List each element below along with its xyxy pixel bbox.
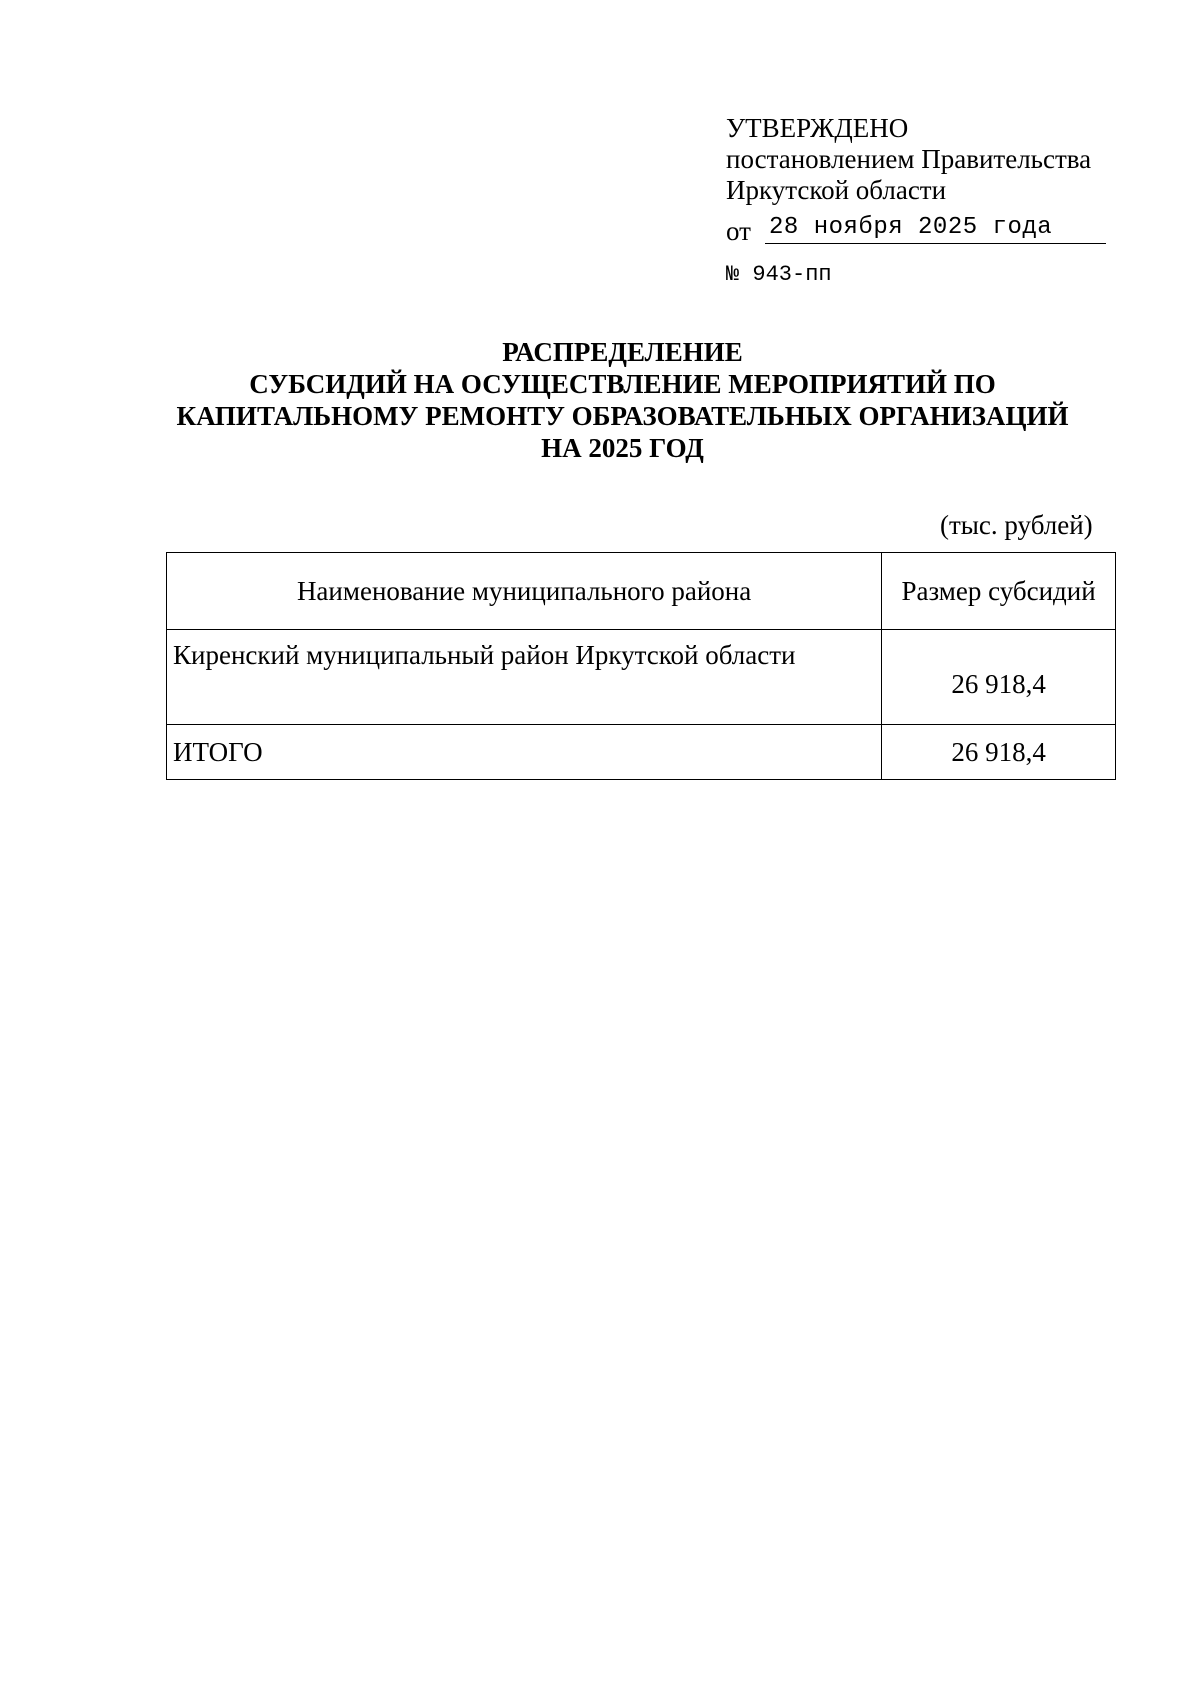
document-number: № 943-пп (726, 262, 832, 287)
approval-block (726, 113, 1116, 244)
date-underline (765, 243, 1106, 244)
total-amount-cell: 26 918,4 (882, 725, 1116, 780)
table-header-row (167, 553, 1116, 630)
total-label-cell: ИТОГО (167, 725, 882, 780)
column-header-amount: Размер субсидий (882, 553, 1116, 630)
subsidy-amount-cell: 26 918,4 (882, 630, 1116, 725)
document-title (140, 336, 1105, 464)
approval-region: Иркутской области (726, 175, 947, 205)
column-header-district: Наименование муниципального района (167, 553, 882, 630)
approval-date: 28 ноября 2025 года (769, 214, 1053, 241)
subsidies-table (166, 552, 1116, 780)
title-line-2: СУБСИДИЙ НА ОСУЩЕСТВЛЕНИЕ МЕРОПРИЯТИЙ ПО (249, 369, 996, 399)
table-total-row (167, 725, 1116, 780)
table-row (167, 630, 1116, 725)
title-line-3: КАПИТАЛЬНОМУ РЕМОНТУ ОБРАЗОВАТЕЛЬНЫХ ОРГАНИЗАЦИЙ (176, 401, 1069, 431)
units-label: (тыс. рублей) (940, 510, 1093, 540)
approval-date-line (726, 208, 1116, 244)
district-name-cell: Киренский муниципальный район Иркутской области (167, 630, 882, 725)
title-line-1: РАСПРЕДЕЛЕНИЕ (502, 337, 743, 367)
approval-status: УТВЕРЖДЕНО (726, 113, 909, 143)
title-line-4: НА 2025 ГОД (541, 433, 704, 463)
approval-authority: постановлением Правительства (726, 144, 1092, 174)
date-prefix: от (726, 216, 751, 246)
